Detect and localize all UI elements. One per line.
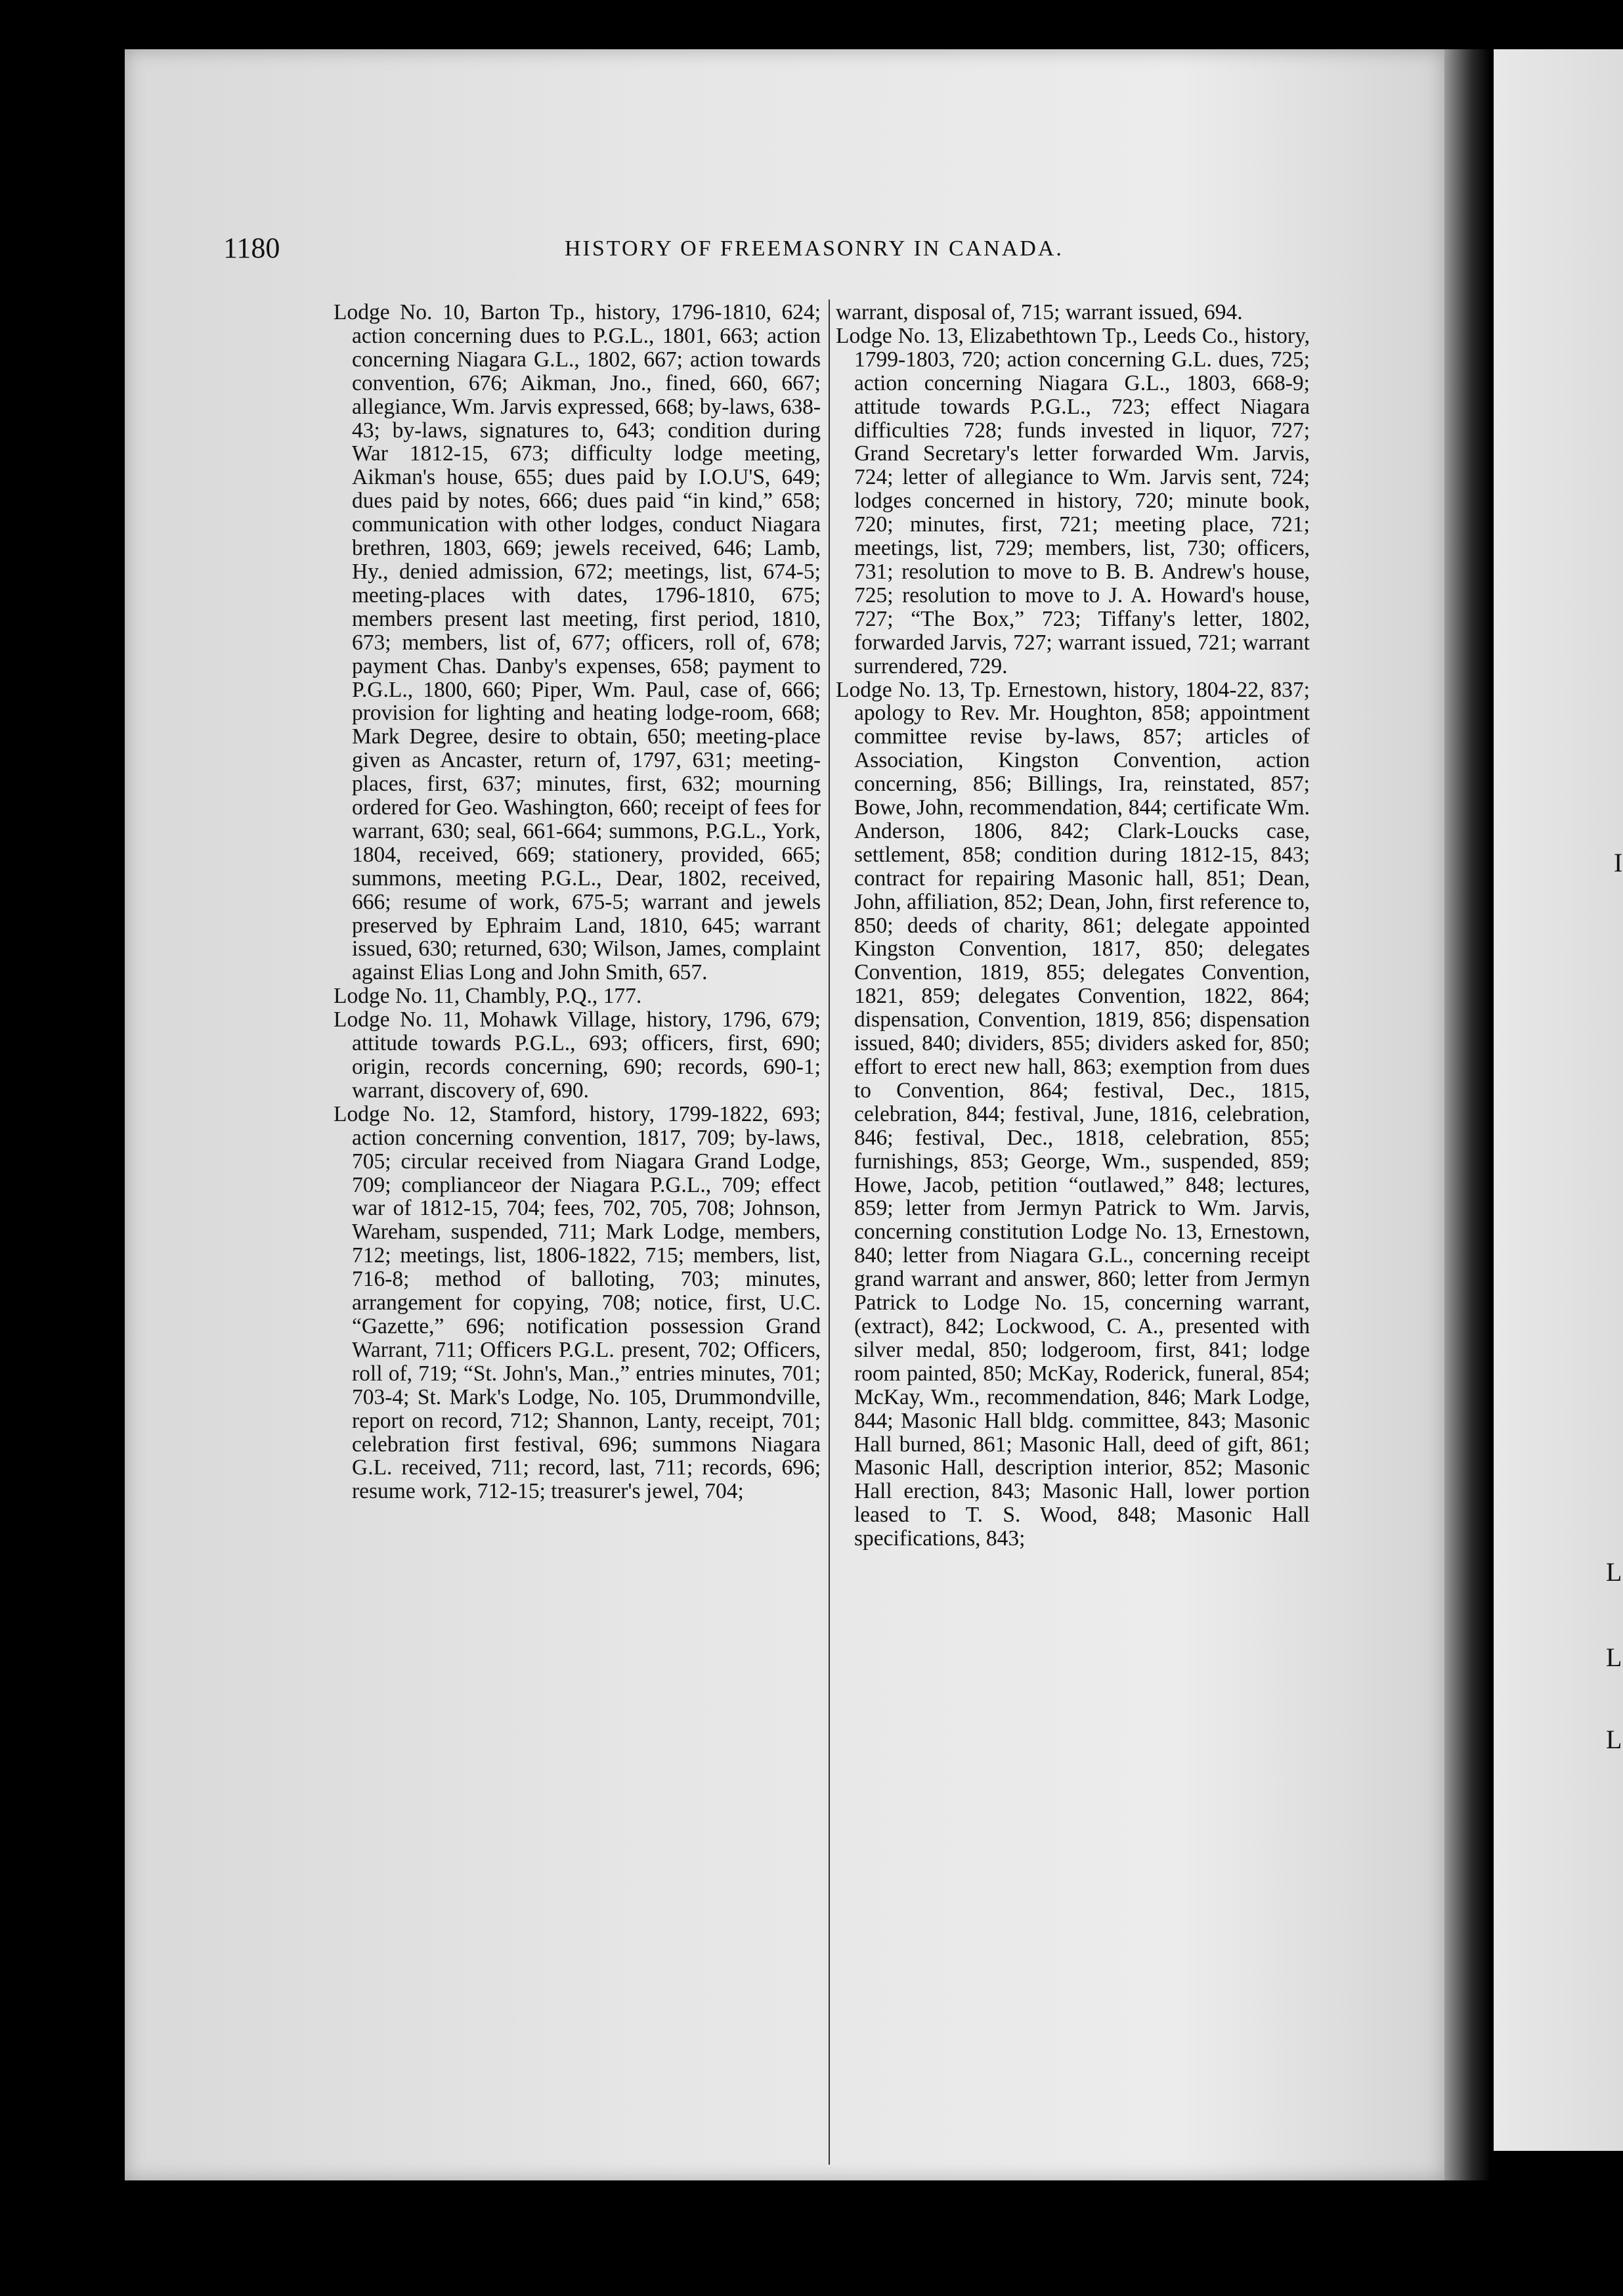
page-header xyxy=(223,231,1096,271)
page-gutter-shadow xyxy=(1444,49,1490,2180)
facing-page-letter: L xyxy=(1606,1557,1622,1587)
running-head: HISTORY OF FREEMASONRY IN CANADA. xyxy=(565,236,1064,261)
index-entry: Lodge No. 11, Chambly, P.Q., 177. xyxy=(334,984,642,1009)
index-entry: Lodge No. 12, Stamford, history, 1799-1822, 693; action concerning convention, 1817, 709; by-laws, 705; circular received from Niagara Grand Lodge, 709; complianceor der Niagara P.G.L., 709; effect war of 1812-15, 704; fees, 702, 705, 708; Johnson, Wareham, suspended, 711; Mark Lodge, members, 712; meetings, list, 1806-1822, 715; members, list, 716-8; method of balloting, 703; minutes, arrangement for copying, 708; notice, first, U.C. “Gazette,” 696; notification possession Grand Warrant, 711; Officers P.G.L. present, 702; Officers, roll of, 719; “St. John's, Man.,” entries minutes, 701; 703-4; St. Mark's Lodge, No. 105, Drummondville, report on record, 712; Shannon, Lanty, receipt, 701; celebration first festival, 696; summons Niagara G.L. received, 711; record, last, 711; records, 696; resume work, 712-15; treasurer's jewel, 704; xyxy=(334,1101,821,1504)
index-entry: Lodge No. 13, Elizabethtown Tp., Leeds Co., history, 1799-1803, 720; action concerning G.L. dues, 725; action concerning Niagara G.L., 1803, 668-9; attitude towards P.G.L., 723; effect Niagara difficulties 728; funds invested in liquor, 727; Grand Secretary's letter forwarded Wm. Jarvis, 724; letter of allegiance to Wm. Jarvis sent, 724; lodges concerned in history, 720; minute book, 720; minutes, first, 721; meeting place, 721; meetings, list, 729; members, list, 730; officers, 731; resolution to move to B. B. Andrew's house, 725; resolution to move to J. A. Howard's house, 727; “The Box,” 723; Tiffany's letter, 1802, forwarded Jarvis, 727; warrant issued, 721; warrant surrendered, 729. xyxy=(836,323,1310,678)
column-divider xyxy=(829,299,830,2165)
index-entry-continued: warrant, disposal of, 715; warrant issued, 694. xyxy=(836,300,1243,324)
facing-page-letter: L xyxy=(1606,1643,1622,1672)
index-entry: Lodge No. 13, Tp. Ernestown, history, 1804-22, 837; apology to Rev. Mr. Houghton, 858; appointment committee revise by-laws, 857; articles of Association, Kingston Convention, action concerning, 856; Billings, Ira, reinstated, 857; Bowe, John, recommendation, 844; certificate Wm. Anderson, 1806, 842; Clark-Loucks case, settlement, 858; condition during 1812-15, 843; contract for repairing Masonic hall, 851; Dean, John, affiliation, 852; Dean, John, first reference to, 850; deeds of charity, 861; delegate appointed Kingston Convention, 1817, 850; delegates Convention, 1819, 855; delegates Convention, 1821, 859; delegates Convention, 1822, 864; dispensation, Convention, 1819, 856; dispensation issued, 840; dividers, 855; dividers asked for, 850; effort to erect new hall, 863; exemption from dues to Convention, 864; festival, Dec., 1815, celebration, 844; festival, June, 1816, celebration, 846; festival, Dec., 1818, celebration, 855; furnishings, 853; George, Wm., suspended, 859; Howe, Jacob, petition “outlawed,” 848; lectures, 859; letter from Jermyn Patrick to Wm. Jarvis, concerning constitution Lodge No. 13, Ernestown, 840; letter from Niagara G.L., concerning receipt grand warrant and answer, 860; letter from Jermyn Patrick to Lodge No. 15, concerning warrant, (extract), 842; Lockwood, C. A., presented with silver medal, 850; lodgeroom, first, 841; lodge room painted, 850; McKay, Roderick, funeral, 854; McKay, Wm., recommendation, 846; Mark Lodge, 844; Masonic Hall bldg. committee, 843; Masonic Hall burned, 861; Masonic Hall, deed of gift, 861; Masonic Hall, description interior, 852; Masonic Hall erection, 843; Masonic Hall, lower portion leased to T. S. Wood, 848; Masonic Hall specifications, 843; xyxy=(836,677,1310,1551)
index-column-left xyxy=(334,301,821,1503)
facing-page-letter: L xyxy=(1606,1725,1622,1754)
index-entry: Lodge No. 11, Mohawk Village, history, 1796, 679; attitude towards P.G.L., 693; officers, first, 690; origin, records concerning, 690; records, 690-1; warrant, discovery of, 690. xyxy=(334,1007,821,1103)
page-number: 1180 xyxy=(223,232,280,264)
facing-page-letter: I xyxy=(1614,848,1623,877)
facing-page-edge xyxy=(1494,49,1623,2151)
index-column-right xyxy=(836,301,1310,1551)
index-entry: Lodge No. 10, Barton Tp., history, 1796-1810, 624; action concerning dues to P.G.L., 1801, 663; action concerning Niagara G.L., 1802, 667; action towards convention, 676; Aikman, Jno., fined, 660, 667; allegiance, Wm. Jarvis expressed, 668; by-laws, 638-43; by-laws, signatures to, 643; condition during War 1812-15, 673; difficulty lodge meeting, Aikman's house, 655; dues paid by I.O.U'S, 649; dues paid by notes, 666; dues paid “in kind,” 658; communication with other lodges, conduct Niagara brethren, 1803, 669; jewels received, 646; Lamb, Hy., denied admission, 672; meetings, list, 674-5; meeting-places with dates, 1796-1810, 675; members present last meeting, first period, 1810, 673; members, list of, 677; officers, roll of, 678; payment Chas. Danby's expenses, 658; payment to P.G.L., 1800, 660; Piper, Wm. Paul, case of, 666; provision for lighting and heating lodge-room, 668; Mark Degree, desire to obtain, 650; meeting-place given as Ancaster, return of, 1797, 631; meeting-places, first, 637; minutes, first, 632; mourning ordered for Geo. Washington, 660; receipt of fees for warrant, 630; seal, 661-664; summons, P.G.L., York, 1804, received, 669; stationery, provided, 665; summons, meeting P.G.L., Dear, 1802, received, 666; resume of work, 675-5; warrant and jewels preserved by Ephraim Land, 1810, 645; warrant issued, 630; returned, 630; Wilson, James, complaint against Elias Long and John Smith, 657. xyxy=(334,300,821,985)
